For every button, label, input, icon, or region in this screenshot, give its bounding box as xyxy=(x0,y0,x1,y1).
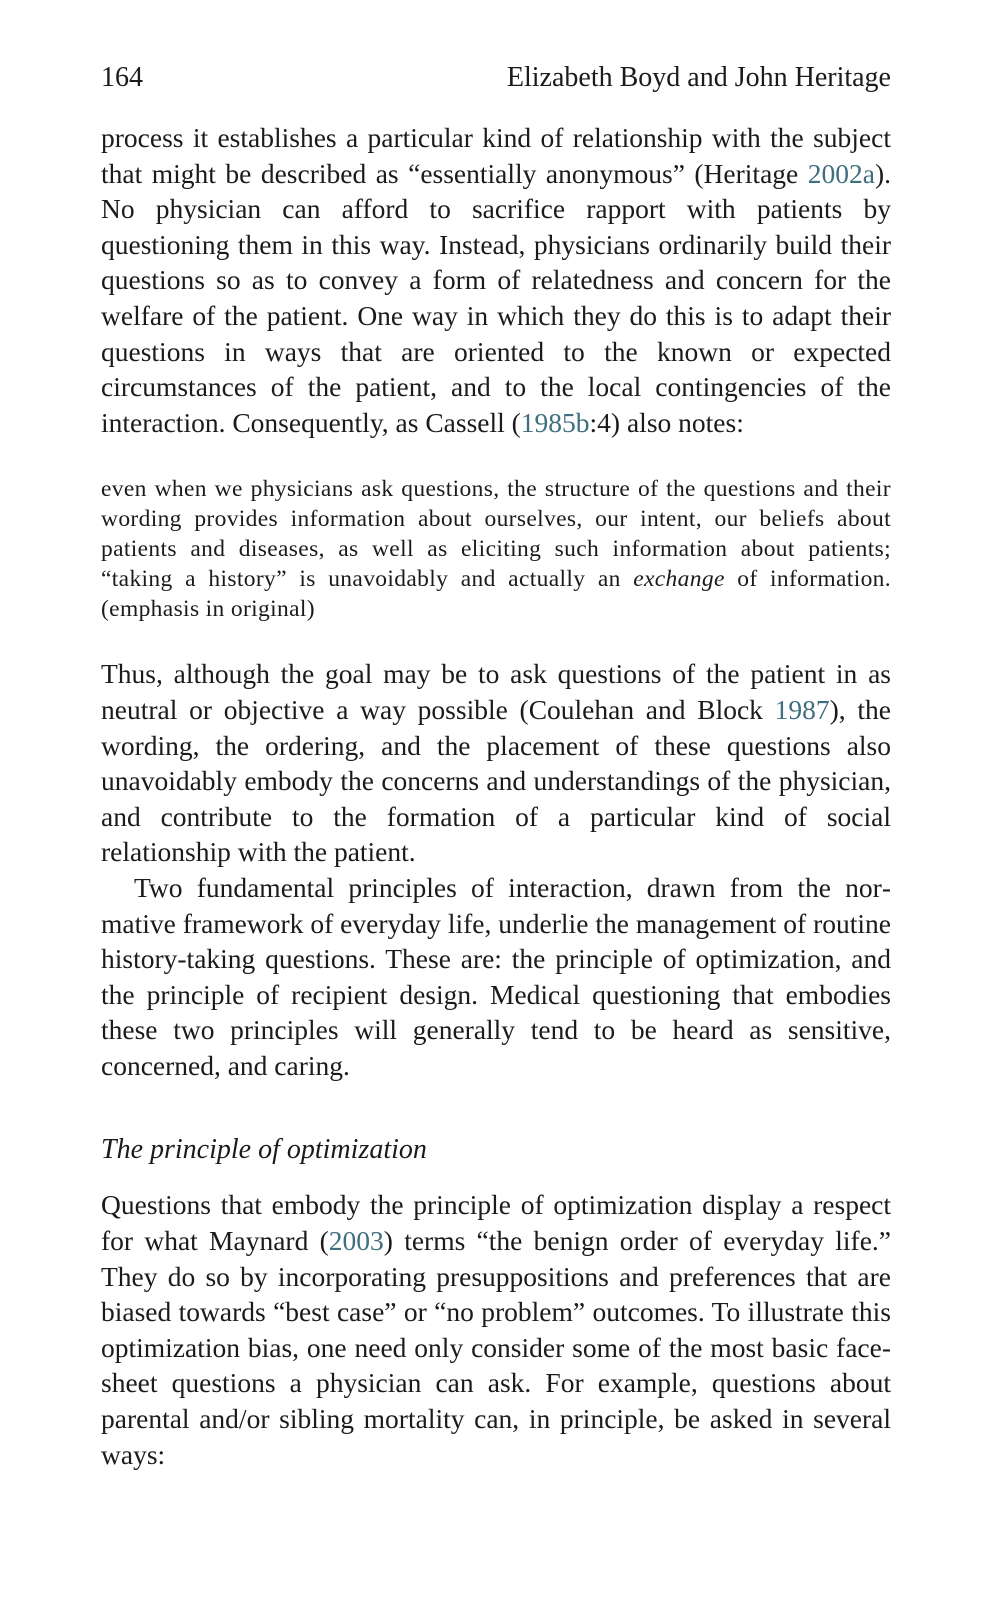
citation-link-cassell-1985b[interactable]: 1985b xyxy=(520,406,590,438)
paragraph-2-text-a: Thus, although the goal may be to ask questions of the patient in as neutral or objective a way possible (Coulehan and Block xyxy=(101,658,891,725)
book-page xyxy=(101,62,891,1472)
running-header xyxy=(101,62,891,94)
paragraph-1-text-b: ). No physician can afford to sacrifice rapport with patients by questioning them in this way. Instead, physicians ordinarily build their questions so as to convey a form of relatedness and concern for the welfare of the patient. One way in which they do this is to adapt their questions in ways that are oriented to the known or expected circumstances of the patient, and to the local contingencies of the interaction. Consequently, as Cassell ( xyxy=(101,157,891,438)
citation-link-heritage-2002a[interactable]: 2002a xyxy=(807,157,875,189)
paragraph-1-text-a: process it establishes a particular kind of relationship with the subject that might be described as “essentially anonymous” (Heritage xyxy=(101,122,891,189)
paragraph-1-text-c: :4) also notes: xyxy=(589,406,744,438)
block-quote-text-a: even when we physicians ask questions, the structure of the questions and their wording provides information about ourselves, our intent, our beliefs about patients and diseases, as well as eliciting such information about patients; “taking a history” is unavoidably and actually an xyxy=(101,476,891,593)
paragraph-4-text-b: ) terms “the benign order of everyday life.” They do so by incorporating presuppositions and preferences that are biased towards “best case” or “no problem” outcomes. To illustrate this optimization bias, one need only consider some of the most basic face-sheet questions a physician can ask. For example, questions about parental and/or sibling mortality can, in principle, be asked in several ways: xyxy=(101,1225,891,1470)
section-heading: The principle of optimization xyxy=(101,1134,427,1166)
paragraph-2-text-b: ), the wording, the ordering, and the placement of these questions also unavoidably embody the concerns and understandings of the physician, and contribute to the formation of a particular kind of social relationship with the patient. xyxy=(101,693,891,868)
paragraph-2 xyxy=(101,656,891,870)
block-quote-text-b: of information. (emphasis in original) xyxy=(101,566,891,623)
citation-link-coulehan-1987[interactable]: 1987 xyxy=(774,693,830,725)
page-number: 164 xyxy=(101,62,143,93)
citation-link-maynard-2003[interactable]: 2003 xyxy=(328,1225,384,1257)
paragraph-4 xyxy=(101,1187,891,1472)
block-quote xyxy=(101,474,891,624)
block-quote-emphasis: exchange xyxy=(633,566,725,593)
paragraph-1 xyxy=(101,120,891,440)
running-head-authors: Elizabeth Boyd and John Heritage xyxy=(506,62,891,93)
paragraph-3: Two fundamental principles of interaction, drawn from the normative framework of everyday life, underlie the management of routine history-taking questions. These are: the principle of optimization, and the principle of recipient design. Medical questioning that embodies these two principles will generally tend to be heard as sensitive, concerned, and caring. xyxy=(101,871,891,1081)
paragraph-4-text-a: Questions that embody the principle of optimization display a respect for what Maynard ( xyxy=(101,1189,891,1257)
